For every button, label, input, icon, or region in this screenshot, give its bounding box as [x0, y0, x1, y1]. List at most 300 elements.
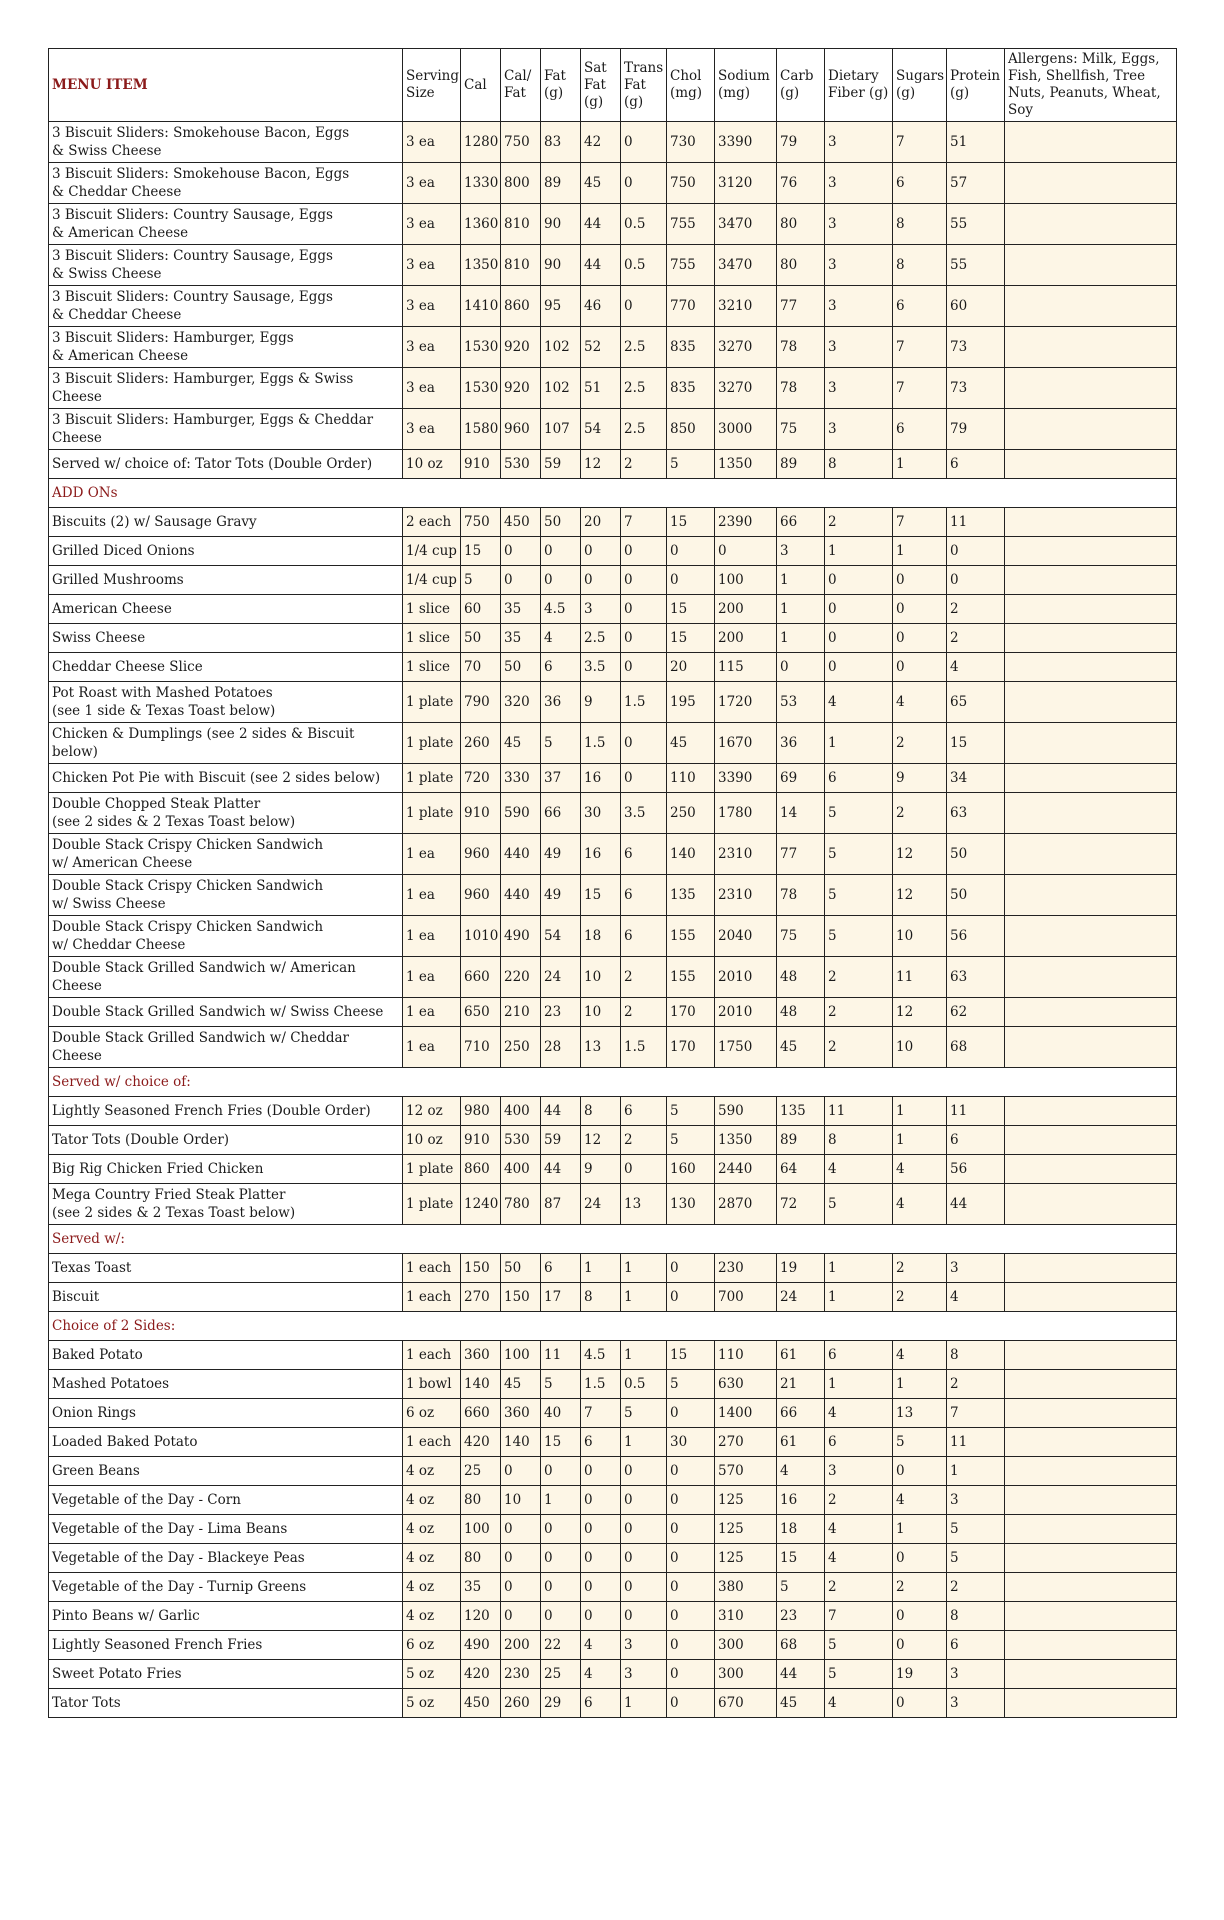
serving-cell: 4 oz [403, 1544, 461, 1573]
trans-fat-cell: 3 [621, 1660, 667, 1689]
fat-cell: 4.5 [541, 595, 581, 624]
fat-cell: 0 [541, 1544, 581, 1573]
menu-item-name: Mega Country Fried Steak Platter (see 2 sides & 2 Texas Toast below) [52, 1187, 296, 1221]
carb-cell: 16 [777, 1486, 825, 1515]
protein-cell: 0 [947, 537, 1005, 566]
fat-cell: 25 [541, 1660, 581, 1689]
serving-cell: 3 ea [403, 245, 461, 286]
carb-cell: 44 [777, 1660, 825, 1689]
allergens-cell [1005, 682, 1177, 723]
trans-fat-cell: 0 [621, 624, 667, 653]
sugars-cell: 7 [893, 327, 947, 368]
chol-cell: 140 [667, 834, 715, 875]
menu-item-name: Lightly Seasoned French Fries (Double Order) [52, 1103, 371, 1119]
chol-cell: 15 [667, 624, 715, 653]
menu-item-cell [49, 1486, 403, 1515]
fat-cell: 40 [541, 1399, 581, 1428]
table-row [49, 624, 1177, 653]
fat-cell: 29 [541, 1689, 581, 1718]
table-row [49, 875, 1177, 916]
cal-cell: 650 [461, 998, 501, 1027]
sodium-cell: 3470 [715, 245, 777, 286]
sodium-cell: 590 [715, 1097, 777, 1126]
sodium-cell: 3210 [715, 286, 777, 327]
protein-cell: 11 [947, 508, 1005, 537]
cal-cell: 140 [461, 1370, 501, 1399]
menu-item-name: Green Beans [52, 1463, 140, 1479]
allergens-cell [1005, 245, 1177, 286]
sat-fat-cell: 8 [581, 1097, 621, 1126]
fiber-cell: 1 [825, 1283, 893, 1312]
carb-cell: 5 [777, 1573, 825, 1602]
sat-fat-cell: 9 [581, 682, 621, 723]
serving-cell: 1 ea [403, 998, 461, 1027]
fat-cell: 102 [541, 327, 581, 368]
menu-item-name: 3 Biscuit Sliders: Smokehouse Bacon, Eggs & Swiss Cheese [52, 125, 350, 159]
carb-cell: 48 [777, 998, 825, 1027]
table-row [49, 1283, 1177, 1312]
sugars-cell: 12 [893, 875, 947, 916]
protein-cell: 3 [947, 1689, 1005, 1718]
sat-fat-cell: 3.5 [581, 653, 621, 682]
menu-item-cell [49, 957, 403, 998]
table-row [49, 682, 1177, 723]
sat-fat-cell: 0 [581, 1602, 621, 1631]
chol-cell: 0 [667, 566, 715, 595]
allergens-cell [1005, 409, 1177, 450]
trans-fat-cell: 1 [621, 1689, 667, 1718]
menu-item-cell [49, 1341, 403, 1370]
table-row [49, 245, 1177, 286]
cal-cell: 860 [461, 1155, 501, 1184]
menu-item-cell [49, 875, 403, 916]
table-row [49, 1689, 1177, 1718]
menu-item-cell [49, 916, 403, 957]
cal-cell: 1530 [461, 368, 501, 409]
menu-item-name: Double Stack Crispy Chicken Sandwich w/ Swiss Cheese [52, 878, 324, 912]
allergens-cell [1005, 1457, 1177, 1486]
table-row [49, 1399, 1177, 1428]
sodium-cell: 100 [715, 566, 777, 595]
serving-cell: 1 plate [403, 1155, 461, 1184]
allergens-cell [1005, 1486, 1177, 1515]
cal-cell: 660 [461, 957, 501, 998]
table-row [49, 163, 1177, 204]
section-header-row [49, 479, 1177, 508]
table-row [49, 1097, 1177, 1126]
sugars-cell: 0 [893, 1457, 947, 1486]
fiber-cell: 1 [825, 537, 893, 566]
fiber-cell: 1 [825, 1254, 893, 1283]
protein-cell: 68 [947, 1027, 1005, 1068]
cal-fat-cell: 250 [501, 1027, 541, 1068]
cal-fat-cell: 0 [501, 566, 541, 595]
cal-cell: 910 [461, 450, 501, 479]
table-row [49, 1486, 1177, 1515]
table-row [49, 122, 1177, 163]
chol-cell: 0 [667, 1399, 715, 1428]
cal-cell: 720 [461, 764, 501, 793]
serving-cell: 1 slice [403, 624, 461, 653]
protein-cell: 73 [947, 368, 1005, 409]
menu-item-cell [49, 1097, 403, 1126]
sodium-cell: 3470 [715, 204, 777, 245]
protein-cell: 79 [947, 409, 1005, 450]
fat-cell: 90 [541, 245, 581, 286]
serving-cell: 2 each [403, 508, 461, 537]
menu-item-name: Served w/ choice of: Tator Tots (Double Order) [52, 456, 373, 472]
protein-cell: 0 [947, 566, 1005, 595]
menu-item-cell [49, 204, 403, 245]
fat-cell: 59 [541, 1126, 581, 1155]
table-row [49, 723, 1177, 764]
trans-fat-cell: 2.5 [621, 368, 667, 409]
sugars-cell: 19 [893, 1660, 947, 1689]
fat-cell: 89 [541, 163, 581, 204]
chol-cell: 0 [667, 1689, 715, 1718]
serving-cell: 1 ea [403, 834, 461, 875]
header-sugars: Sugars (g) [893, 49, 947, 122]
fat-cell: 17 [541, 1283, 581, 1312]
table-row [49, 998, 1177, 1027]
chol-cell: 0 [667, 1283, 715, 1312]
carb-cell: 21 [777, 1370, 825, 1399]
menu-item-name: Pinto Beans w/ Garlic [52, 1608, 200, 1624]
trans-fat-cell: 2 [621, 998, 667, 1027]
serving-cell: 4 oz [403, 1486, 461, 1515]
protein-cell: 6 [947, 450, 1005, 479]
protein-cell: 63 [947, 793, 1005, 834]
sat-fat-cell: 4 [581, 1631, 621, 1660]
chol-cell: 0 [667, 1573, 715, 1602]
menu-item-cell [49, 1184, 403, 1225]
fat-cell: 102 [541, 368, 581, 409]
allergens-cell [1005, 875, 1177, 916]
allergens-cell [1005, 764, 1177, 793]
cal-cell: 150 [461, 1254, 501, 1283]
trans-fat-cell: 0 [621, 286, 667, 327]
cal-fat-cell: 860 [501, 286, 541, 327]
serving-cell: 1/4 cup [403, 566, 461, 595]
trans-fat-cell: 6 [621, 834, 667, 875]
serving-cell: 1 ea [403, 875, 461, 916]
cal-fat-cell: 140 [501, 1428, 541, 1457]
carb-cell: 80 [777, 204, 825, 245]
fiber-cell: 5 [825, 834, 893, 875]
fiber-cell: 2 [825, 957, 893, 998]
cal-cell: 1280 [461, 122, 501, 163]
table-row [49, 1544, 1177, 1573]
menu-item-name: 3 Biscuit Sliders: Smokehouse Bacon, Eggs & Cheddar Cheese [52, 166, 350, 200]
sodium-cell: 1720 [715, 682, 777, 723]
protein-cell: 6 [947, 1631, 1005, 1660]
sat-fat-cell: 0 [581, 566, 621, 595]
carb-cell: 66 [777, 508, 825, 537]
menu-item-cell [49, 1515, 403, 1544]
fiber-cell: 4 [825, 1155, 893, 1184]
protein-cell: 65 [947, 682, 1005, 723]
fiber-cell: 0 [825, 624, 893, 653]
allergens-cell [1005, 327, 1177, 368]
section-header-row [49, 1312, 1177, 1341]
protein-cell: 5 [947, 1544, 1005, 1573]
carb-cell: 0 [777, 653, 825, 682]
chol-cell: 130 [667, 1184, 715, 1225]
trans-fat-cell: 6 [621, 916, 667, 957]
trans-fat-cell: 0 [621, 537, 667, 566]
cal-cell: 120 [461, 1602, 501, 1631]
sat-fat-cell: 42 [581, 122, 621, 163]
sat-fat-cell: 13 [581, 1027, 621, 1068]
table-row [49, 204, 1177, 245]
cal-fat-cell: 50 [501, 1254, 541, 1283]
fiber-cell: 4 [825, 1399, 893, 1428]
table-row [49, 1126, 1177, 1155]
chol-cell: 0 [667, 1254, 715, 1283]
cal-fat-cell: 440 [501, 875, 541, 916]
carb-cell: 89 [777, 1126, 825, 1155]
serving-cell: 10 oz [403, 450, 461, 479]
trans-fat-cell: 1.5 [621, 1027, 667, 1068]
trans-fat-cell: 0 [621, 764, 667, 793]
sat-fat-cell: 0 [581, 1544, 621, 1573]
sodium-cell: 270 [715, 1428, 777, 1457]
cal-fat-cell: 360 [501, 1399, 541, 1428]
fat-cell: 87 [541, 1184, 581, 1225]
chol-cell: 0 [667, 1486, 715, 1515]
sugars-cell: 1 [893, 450, 947, 479]
chol-cell: 0 [667, 1457, 715, 1486]
allergens-cell [1005, 793, 1177, 834]
chol-cell: 755 [667, 204, 715, 245]
sodium-cell: 1350 [715, 450, 777, 479]
table-body [49, 122, 1177, 1718]
serving-cell: 3 ea [403, 286, 461, 327]
sodium-cell: 570 [715, 1457, 777, 1486]
cal-cell: 1580 [461, 409, 501, 450]
protein-cell: 55 [947, 245, 1005, 286]
menu-item-cell [49, 595, 403, 624]
chol-cell: 835 [667, 327, 715, 368]
carb-cell: 76 [777, 163, 825, 204]
serving-cell: 1 ea [403, 957, 461, 998]
fiber-cell: 2 [825, 1027, 893, 1068]
trans-fat-cell: 7 [621, 508, 667, 537]
chol-cell: 160 [667, 1155, 715, 1184]
fat-cell: 0 [541, 1602, 581, 1631]
menu-item-name: Tator Tots [52, 1695, 121, 1711]
sodium-cell: 700 [715, 1283, 777, 1312]
fat-cell: 6 [541, 653, 581, 682]
menu-item-name: Cheddar Cheese Slice [52, 659, 203, 675]
fiber-cell: 3 [825, 409, 893, 450]
protein-cell: 55 [947, 204, 1005, 245]
cal-fat-cell: 400 [501, 1097, 541, 1126]
cal-fat-cell: 400 [501, 1155, 541, 1184]
cal-fat-cell: 35 [501, 624, 541, 653]
chol-cell: 15 [667, 595, 715, 624]
menu-item-cell [49, 566, 403, 595]
fat-cell: 11 [541, 1341, 581, 1370]
carb-cell: 75 [777, 409, 825, 450]
carb-cell: 24 [777, 1283, 825, 1312]
fiber-cell: 0 [825, 566, 893, 595]
protein-cell: 73 [947, 327, 1005, 368]
sodium-cell: 200 [715, 624, 777, 653]
fiber-cell: 1 [825, 723, 893, 764]
carb-cell: 66 [777, 1399, 825, 1428]
cal-cell: 80 [461, 1486, 501, 1515]
cal-fat-cell: 960 [501, 409, 541, 450]
carb-cell: 89 [777, 450, 825, 479]
fiber-cell: 5 [825, 1660, 893, 1689]
chol-cell: 170 [667, 1027, 715, 1068]
sugars-cell: 10 [893, 1027, 947, 1068]
menu-item-name: 3 Biscuit Sliders: Hamburger, Eggs & Swiss Cheese [52, 371, 354, 405]
cal-cell: 750 [461, 508, 501, 537]
chol-cell: 850 [667, 409, 715, 450]
allergens-cell [1005, 723, 1177, 764]
table-row [49, 1573, 1177, 1602]
sodium-cell: 115 [715, 653, 777, 682]
trans-fat-cell: 0 [621, 1544, 667, 1573]
fat-cell: 0 [541, 537, 581, 566]
sat-fat-cell: 2.5 [581, 624, 621, 653]
trans-fat-cell: 2 [621, 957, 667, 998]
cal-cell: 420 [461, 1660, 501, 1689]
chol-cell: 155 [667, 957, 715, 998]
sat-fat-cell: 12 [581, 1126, 621, 1155]
serving-cell: 1 each [403, 1428, 461, 1457]
serving-cell: 4 oz [403, 1573, 461, 1602]
chol-cell: 15 [667, 1341, 715, 1370]
section-title: Served w/: [49, 1225, 1177, 1254]
sodium-cell: 2440 [715, 1155, 777, 1184]
menu-item-name: Sweet Potato Fries [52, 1666, 182, 1682]
trans-fat-cell: 0 [621, 723, 667, 764]
allergens-cell [1005, 653, 1177, 682]
menu-item-name: Grilled Diced Onions [52, 543, 195, 559]
menu-item-name: Double Chopped Steak Platter (see 2 sides & 2 Texas Toast below) [52, 796, 296, 830]
sugars-cell: 4 [893, 1155, 947, 1184]
nutrition-table [48, 48, 1177, 1718]
protein-cell: 57 [947, 163, 1005, 204]
sugars-cell: 0 [893, 595, 947, 624]
carb-cell: 61 [777, 1341, 825, 1370]
sugars-cell: 2 [893, 1573, 947, 1602]
serving-cell: 1 plate [403, 793, 461, 834]
cal-fat-cell: 0 [501, 1515, 541, 1544]
allergens-cell [1005, 508, 1177, 537]
sugars-cell: 6 [893, 286, 947, 327]
allergens-cell [1005, 1283, 1177, 1312]
table-row [49, 764, 1177, 793]
trans-fat-cell: 3 [621, 1631, 667, 1660]
trans-fat-cell: 1 [621, 1254, 667, 1283]
menu-item-cell [49, 764, 403, 793]
section-header-row [49, 1225, 1177, 1254]
carb-cell: 79 [777, 122, 825, 163]
sugars-cell: 2 [893, 1283, 947, 1312]
fiber-cell: 5 [825, 1184, 893, 1225]
trans-fat-cell: 2.5 [621, 327, 667, 368]
trans-fat-cell: 0 [621, 1515, 667, 1544]
protein-cell: 2 [947, 624, 1005, 653]
fiber-cell: 4 [825, 682, 893, 723]
sugars-cell: 0 [893, 624, 947, 653]
sat-fat-cell: 30 [581, 793, 621, 834]
sodium-cell: 1400 [715, 1399, 777, 1428]
carb-cell: 53 [777, 682, 825, 723]
fiber-cell: 6 [825, 1341, 893, 1370]
trans-fat-cell: 0.5 [621, 245, 667, 286]
sodium-cell: 310 [715, 1602, 777, 1631]
fat-cell: 22 [541, 1631, 581, 1660]
cal-cell: 70 [461, 653, 501, 682]
serving-cell: 1 slice [403, 595, 461, 624]
menu-item-name: 3 Biscuit Sliders: Country Sausage, Eggs & Swiss Cheese [52, 248, 333, 282]
sugars-cell: 8 [893, 204, 947, 245]
chol-cell: 5 [667, 450, 715, 479]
fat-cell: 54 [541, 916, 581, 957]
menu-item-name: Vegetable of the Day - Blackeye Peas [52, 1550, 305, 1566]
carb-cell: 135 [777, 1097, 825, 1126]
trans-fat-cell: 0 [621, 122, 667, 163]
menu-item-name: Vegetable of the Day - Corn [52, 1492, 241, 1508]
fiber-cell: 3 [825, 368, 893, 409]
table-row [49, 1660, 1177, 1689]
fiber-cell: 3 [825, 286, 893, 327]
fiber-cell: 4 [825, 1544, 893, 1573]
serving-cell: 3 ea [403, 122, 461, 163]
menu-item-name: Double Stack Crispy Chicken Sandwich w/ American Cheese [52, 837, 324, 871]
menu-item-cell [49, 286, 403, 327]
cal-cell: 450 [461, 1689, 501, 1718]
header-cal: Cal [461, 49, 501, 122]
cal-cell: 490 [461, 1631, 501, 1660]
fiber-cell: 3 [825, 245, 893, 286]
sugars-cell: 4 [893, 1184, 947, 1225]
menu-item-cell [49, 1027, 403, 1068]
menu-item-name: Texas Toast [52, 1260, 132, 1276]
sugars-cell: 1 [893, 1515, 947, 1544]
sat-fat-cell: 7 [581, 1399, 621, 1428]
sat-fat-cell: 1.5 [581, 723, 621, 764]
allergens-cell [1005, 1428, 1177, 1457]
sodium-cell: 230 [715, 1254, 777, 1283]
trans-fat-cell: 0 [621, 653, 667, 682]
menu-item-name: American Cheese [52, 601, 172, 617]
trans-fat-cell: 0 [621, 163, 667, 204]
table-row [49, 537, 1177, 566]
fiber-cell: 6 [825, 1428, 893, 1457]
sugars-cell: 2 [893, 723, 947, 764]
cal-fat-cell: 260 [501, 1689, 541, 1718]
sat-fat-cell: 15 [581, 875, 621, 916]
cal-cell: 25 [461, 1457, 501, 1486]
header-menu-item: MENU ITEM [49, 49, 403, 122]
sugars-cell: 9 [893, 764, 947, 793]
sat-fat-cell: 10 [581, 957, 621, 998]
cal-fat-cell: 0 [501, 1457, 541, 1486]
cal-fat-cell: 800 [501, 163, 541, 204]
protein-cell: 4 [947, 1283, 1005, 1312]
chol-cell: 750 [667, 163, 715, 204]
fiber-cell: 3 [825, 1457, 893, 1486]
carb-cell: 18 [777, 1515, 825, 1544]
fat-cell: 5 [541, 1370, 581, 1399]
fiber-cell: 8 [825, 1126, 893, 1155]
